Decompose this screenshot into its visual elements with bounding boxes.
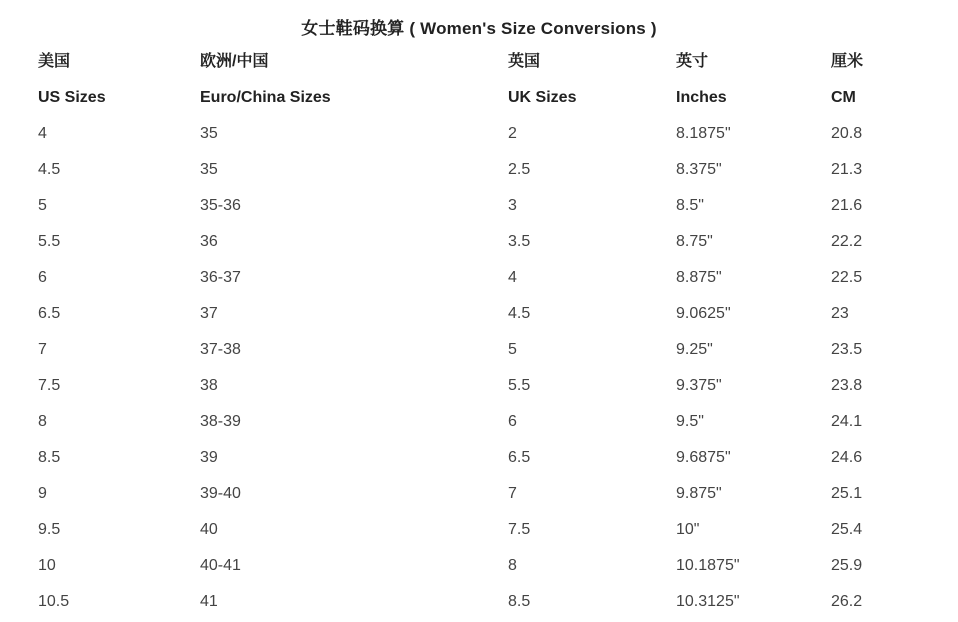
cell-us-size: 6 xyxy=(38,269,47,286)
header-cn-cm: 厘米 xyxy=(831,53,864,70)
cell-us-size: 10 xyxy=(38,557,56,574)
table-row xyxy=(0,332,958,368)
page-title: 女士鞋码换算 ( Women's Size Conversions ) xyxy=(301,19,657,38)
cell-us-size: 8.5 xyxy=(38,449,61,466)
size-conversion-table xyxy=(0,44,958,620)
table-row xyxy=(0,440,958,476)
cell-euro-china-size: 41 xyxy=(200,593,218,610)
table-row xyxy=(0,260,958,296)
cell-euro-china-size: 39-40 xyxy=(200,485,241,502)
cell-us-size: 9 xyxy=(38,485,47,502)
cell-uk-size: 6 xyxy=(508,413,517,430)
cell-euro-china-size: 35-36 xyxy=(200,197,241,214)
cell-uk-size: 8.5 xyxy=(508,593,531,610)
cell-uk-size: 7.5 xyxy=(508,521,531,538)
cell-uk-size: 3 xyxy=(508,197,517,214)
table-row xyxy=(0,116,958,152)
table-row xyxy=(0,296,958,332)
cell-us-size: 5.5 xyxy=(38,233,61,250)
cell-cm: 25.1 xyxy=(831,485,863,502)
cell-uk-size: 2.5 xyxy=(508,161,531,178)
cell-uk-size: 8 xyxy=(508,557,517,574)
cell-euro-china-size: 38-39 xyxy=(200,413,241,430)
cell-euro-china-size: 36-37 xyxy=(200,269,241,286)
cell-cm: 23 xyxy=(831,305,849,322)
table-row xyxy=(0,584,958,620)
cell-uk-size: 7 xyxy=(508,485,517,502)
cell-inches: 10" xyxy=(676,521,700,538)
cell-euro-china-size: 38 xyxy=(200,377,218,394)
cell-inches: 8.1875" xyxy=(676,125,731,142)
cell-euro-china-size: 35 xyxy=(200,161,218,178)
table-row xyxy=(0,368,958,404)
cell-cm: 24.6 xyxy=(831,449,863,466)
table-row xyxy=(0,152,958,188)
cell-euro-china-size: 36 xyxy=(200,233,218,250)
header-en-cm: CM xyxy=(831,89,856,106)
cell-cm: 25.9 xyxy=(831,557,863,574)
table-row xyxy=(0,404,958,440)
cell-inches: 10.1875" xyxy=(676,557,740,574)
cell-uk-size: 2 xyxy=(508,125,517,142)
table-row xyxy=(0,476,958,512)
cell-cm: 23.5 xyxy=(831,341,863,358)
cell-cm: 21.3 xyxy=(831,161,863,178)
cell-inches: 8.375" xyxy=(676,161,722,178)
cell-inches: 9.6875" xyxy=(676,449,731,466)
cell-uk-size: 4.5 xyxy=(508,305,531,322)
cell-euro-china-size: 39 xyxy=(200,449,218,466)
table-row xyxy=(0,548,958,584)
header-cn-euro-china: 欧洲/中国 xyxy=(200,53,269,70)
cell-uk-size: 4 xyxy=(508,269,517,286)
cell-inches: 9.375" xyxy=(676,377,722,394)
cell-cm: 25.4 xyxy=(831,521,863,538)
cell-uk-size: 5 xyxy=(508,341,517,358)
header-cn-uk: 英国 xyxy=(508,53,541,70)
cell-uk-size: 3.5 xyxy=(508,233,531,250)
header-en-us: US Sizes xyxy=(38,89,106,106)
header-en-uk: UK Sizes xyxy=(508,89,577,106)
cell-inches: 9.5" xyxy=(676,413,704,430)
cell-us-size: 7.5 xyxy=(38,377,61,394)
cell-cm: 20.8 xyxy=(831,125,863,142)
header-row-chinese xyxy=(0,44,958,80)
cell-us-size: 4 xyxy=(38,125,47,142)
cell-cm: 24.1 xyxy=(831,413,863,430)
cell-us-size: 7 xyxy=(38,341,47,358)
cell-inches: 8.75" xyxy=(676,233,713,250)
cell-inches: 9.0625" xyxy=(676,305,731,322)
cell-us-size: 6.5 xyxy=(38,305,61,322)
cell-euro-china-size: 35 xyxy=(200,125,218,142)
cell-euro-china-size: 40 xyxy=(200,521,218,538)
cell-cm: 21.6 xyxy=(831,197,863,214)
cell-euro-china-size: 40-41 xyxy=(200,557,241,574)
cell-cm: 22.5 xyxy=(831,269,863,286)
cell-inches: 9.25" xyxy=(676,341,713,358)
cell-inches: 9.875" xyxy=(676,485,722,502)
cell-inches: 8.875" xyxy=(676,269,722,286)
cell-uk-size: 6.5 xyxy=(508,449,531,466)
table-row xyxy=(0,512,958,548)
table-row xyxy=(0,224,958,260)
header-en-euro-china: Euro/China Sizes xyxy=(200,89,331,106)
table-row xyxy=(0,188,958,224)
cell-us-size: 4.5 xyxy=(38,161,61,178)
header-cn-us: 美国 xyxy=(38,53,71,70)
cell-us-size: 5 xyxy=(38,197,47,214)
cell-euro-china-size: 37 xyxy=(200,305,218,322)
cell-us-size: 8 xyxy=(38,413,47,430)
header-en-inches: Inches xyxy=(676,89,727,106)
cell-cm: 22.2 xyxy=(831,233,863,250)
cell-uk-size: 5.5 xyxy=(508,377,531,394)
cell-cm: 26.2 xyxy=(831,593,863,610)
cell-us-size: 9.5 xyxy=(38,521,61,538)
cell-cm: 23.8 xyxy=(831,377,863,394)
cell-inches: 8.5" xyxy=(676,197,704,214)
cell-us-size: 10.5 xyxy=(38,593,70,610)
header-row-english xyxy=(0,80,958,116)
cell-inches: 10.3125" xyxy=(676,593,740,610)
header-cn-inches: 英寸 xyxy=(676,53,709,70)
cell-euro-china-size: 37-38 xyxy=(200,341,241,358)
